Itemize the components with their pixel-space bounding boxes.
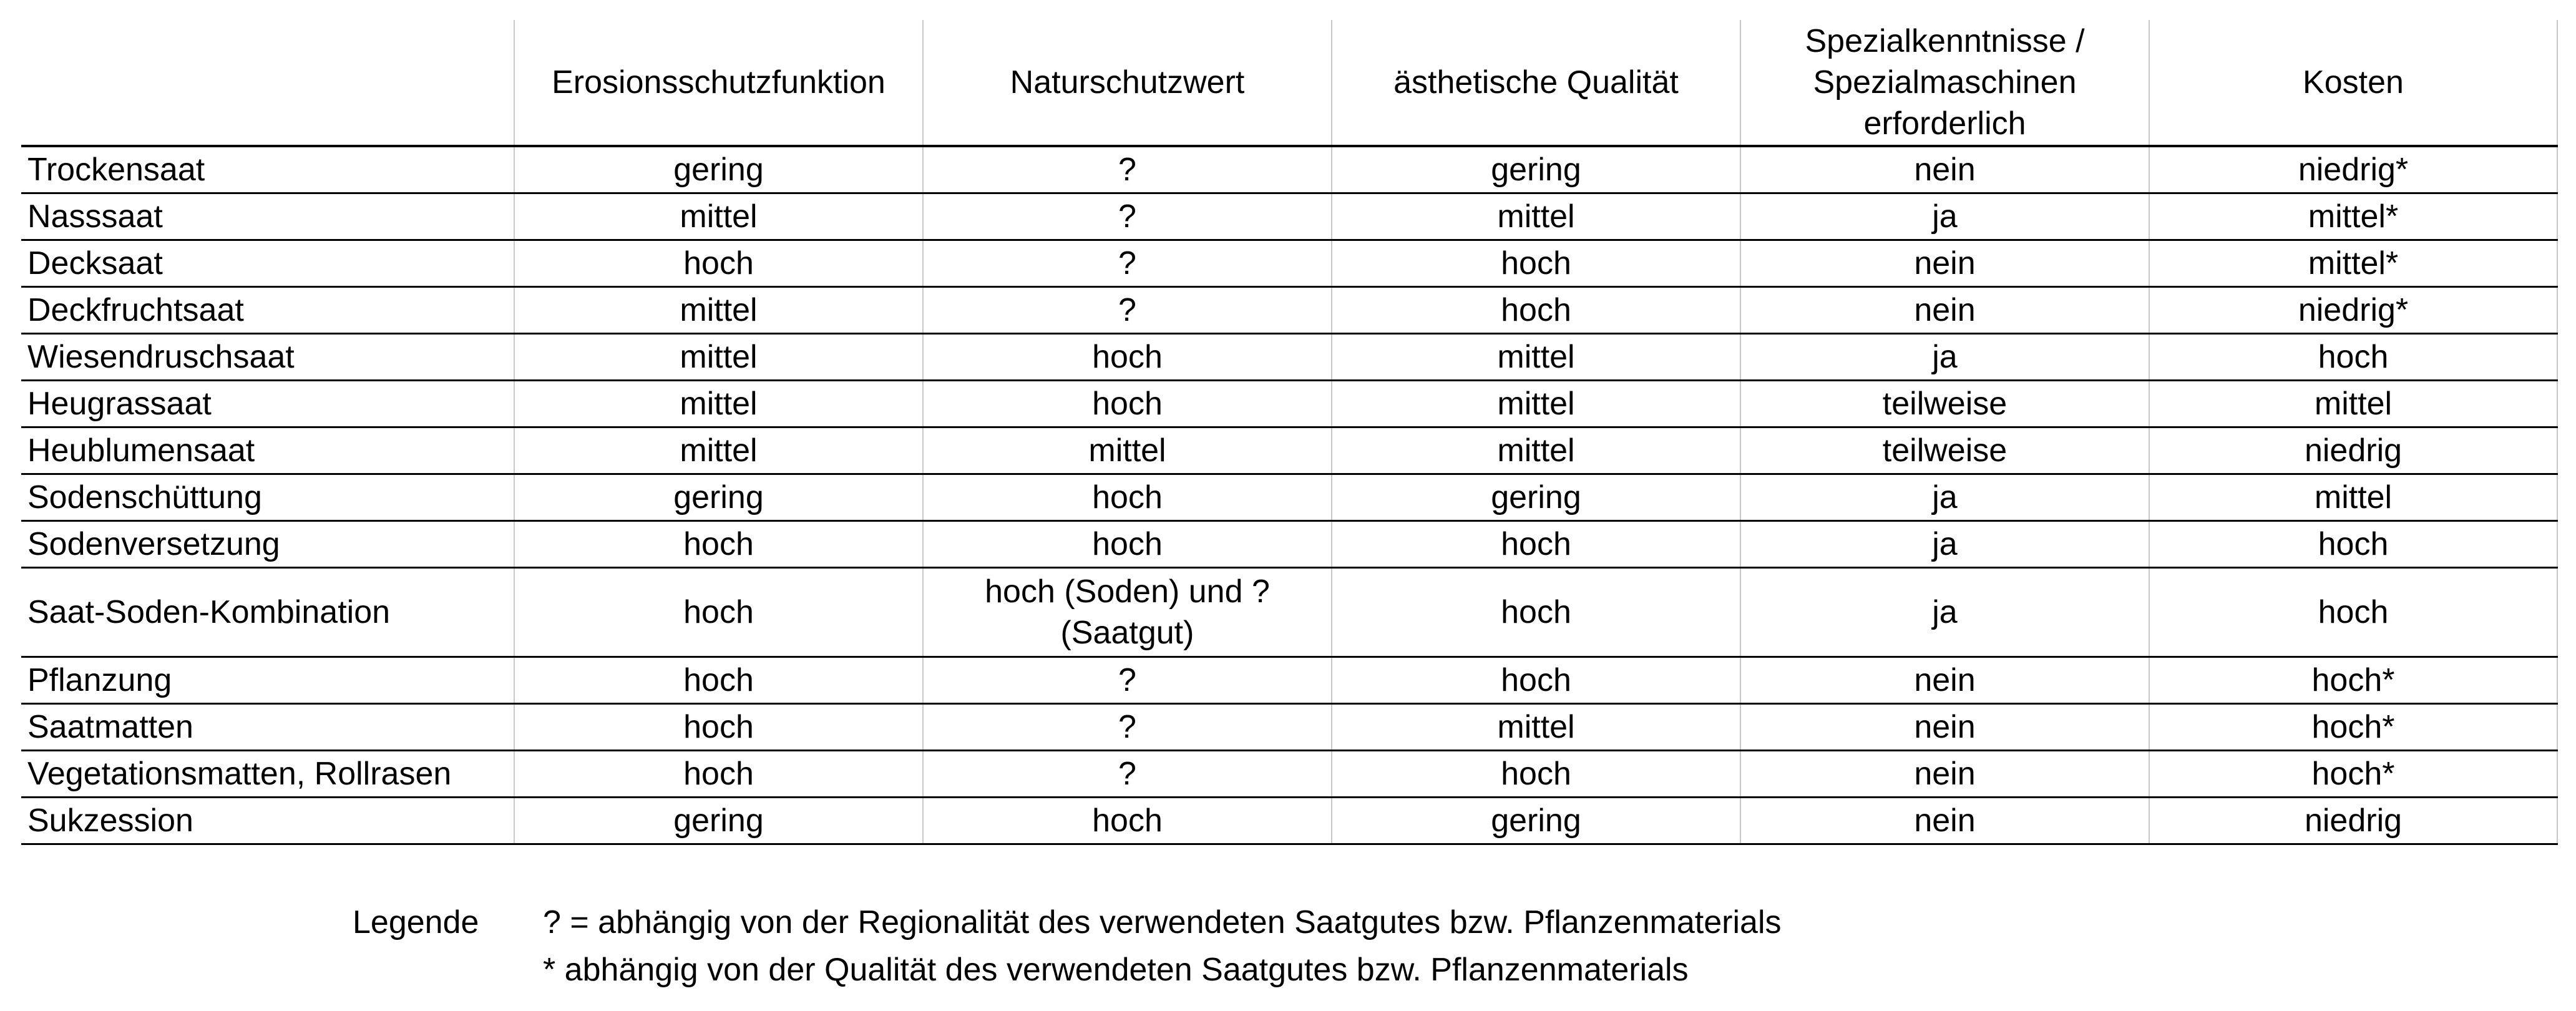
costs-cell: mittel — [2149, 474, 2557, 521]
row-label: Saat-Soden-Kombination — [21, 568, 514, 657]
header-empty-cell — [21, 20, 514, 146]
aesthetic-quality-cell: mittel — [1332, 427, 1740, 474]
aesthetic-quality-cell: mittel — [1332, 334, 1740, 381]
row-label: Deckfruchtsaat — [21, 287, 514, 334]
costs-cell: niedrig — [2149, 798, 2557, 844]
special-knowledge-cell: nein — [1740, 146, 2149, 193]
special-knowledge-cell: nein — [1740, 798, 2149, 844]
table-row — [21, 521, 2557, 568]
table-row — [21, 657, 2557, 704]
special-knowledge-cell: ja — [1740, 334, 2149, 381]
costs-cell: hoch* — [2149, 704, 2557, 751]
legend-items — [543, 899, 1782, 994]
nature-conservation-cell: hoch — [923, 798, 1332, 844]
costs-cell: niedrig* — [2149, 146, 2557, 193]
special-knowledge-cell: nein — [1740, 287, 2149, 334]
aesthetic-quality-cell: mittel — [1332, 193, 1740, 240]
table-row — [21, 146, 2557, 193]
row-label: Vegetationsmatten, Rollrasen — [21, 751, 514, 798]
legend-item-question-mark: ? = abhängig von der Regionalität des verwendeten Saatgutes bzw. Pflanzenmaterials — [543, 904, 1782, 940]
nature-conservation-cell: hoch — [923, 474, 1332, 521]
costs-cell: hoch* — [2149, 657, 2557, 704]
header-special-knowledge-label: Spezialkenntnisse / Spezialmaschinen erforderlich — [1805, 23, 2085, 142]
costs-cell: hoch — [2149, 521, 2557, 568]
comparison-table-container — [21, 20, 2557, 845]
table-row — [21, 240, 2557, 287]
row-label: Sodenschüttung — [21, 474, 514, 521]
nature-conservation-cell-text: hoch (Soden) und ? (Saatgut) — [985, 574, 1270, 651]
erosion-protection-cell: gering — [514, 798, 923, 844]
nature-conservation-cell: hoch — [923, 521, 1332, 568]
costs-cell: niedrig* — [2149, 287, 2557, 334]
erosion-protection-cell: hoch — [514, 657, 923, 704]
row-label: Nasssaat — [21, 193, 514, 240]
erosion-protection-cell: hoch — [514, 704, 923, 751]
table-row — [21, 381, 2557, 427]
special-knowledge-cell: ja — [1740, 474, 2149, 521]
erosion-protection-cell: hoch — [514, 240, 923, 287]
legend-title: Legende — [353, 904, 479, 940]
costs-cell: hoch* — [2149, 751, 2557, 798]
costs-cell: mittel* — [2149, 193, 2557, 240]
table-row — [21, 751, 2557, 798]
row-label: Saatmatten — [21, 704, 514, 751]
comparison-table — [21, 20, 2558, 845]
table-row — [21, 704, 2557, 751]
aesthetic-quality-cell: hoch — [1332, 751, 1740, 798]
header-erosion-protection: Erosionsschutzfunktion — [514, 20, 923, 146]
table-row — [21, 334, 2557, 381]
erosion-protection-cell: mittel — [514, 334, 923, 381]
aesthetic-quality-cell: hoch — [1332, 568, 1740, 657]
aesthetic-quality-cell: mittel — [1332, 381, 1740, 427]
erosion-protection-cell: mittel — [514, 381, 923, 427]
nature-conservation-cell: ? — [923, 657, 1332, 704]
header-costs: Kosten — [2149, 20, 2557, 146]
table-row — [21, 474, 2557, 521]
aesthetic-quality-cell: mittel — [1332, 704, 1740, 751]
costs-cell: hoch — [2149, 568, 2557, 657]
row-label: Decksaat — [21, 240, 514, 287]
nature-conservation-cell — [923, 568, 1332, 657]
table-body — [21, 146, 2557, 844]
aesthetic-quality-cell: gering — [1332, 798, 1740, 844]
row-label: Wiesendruschsaat — [21, 334, 514, 381]
erosion-protection-cell: gering — [514, 146, 923, 193]
costs-cell: mittel* — [2149, 240, 2557, 287]
erosion-protection-cell: mittel — [514, 427, 923, 474]
table-row — [21, 798, 2557, 844]
nature-conservation-cell: ? — [923, 751, 1332, 798]
costs-cell: niedrig — [2149, 427, 2557, 474]
special-knowledge-cell: nein — [1740, 751, 2149, 798]
special-knowledge-cell: ja — [1740, 568, 2149, 657]
nature-conservation-cell: ? — [923, 193, 1332, 240]
legend-item-asterisk: * abhängig von der Qualität des verwendeten Saatgutes bzw. Pflanzenmaterials — [543, 952, 1689, 988]
row-label: Heublumensaat — [21, 427, 514, 474]
row-label: Heugrassaat — [21, 381, 514, 427]
row-label: Trockensaat — [21, 146, 514, 193]
nature-conservation-cell: ? — [923, 287, 1332, 334]
erosion-protection-cell: hoch — [514, 568, 923, 657]
header-special-knowledge — [1740, 20, 2149, 146]
header-aesthetic-quality: ästhetische Qualität — [1332, 20, 1740, 146]
nature-conservation-cell: hoch — [923, 334, 1332, 381]
aesthetic-quality-cell: gering — [1332, 474, 1740, 521]
aesthetic-quality-cell: hoch — [1332, 657, 1740, 704]
special-knowledge-cell: ja — [1740, 193, 2149, 240]
aesthetic-quality-cell: hoch — [1332, 287, 1740, 334]
nature-conservation-cell: ? — [923, 146, 1332, 193]
row-label: Pflanzung — [21, 657, 514, 704]
special-knowledge-cell: nein — [1740, 657, 2149, 704]
row-label: Sukzession — [21, 798, 514, 844]
nature-conservation-cell: ? — [923, 704, 1332, 751]
special-knowledge-cell: teilweise — [1740, 427, 2149, 474]
aesthetic-quality-cell: gering — [1332, 146, 1740, 193]
erosion-protection-cell: mittel — [514, 287, 923, 334]
special-knowledge-cell: ja — [1740, 521, 2149, 568]
costs-cell: hoch — [2149, 334, 2557, 381]
nature-conservation-cell: mittel — [923, 427, 1332, 474]
row-label: Sodenversetzung — [21, 521, 514, 568]
aesthetic-quality-cell: hoch — [1332, 521, 1740, 568]
table-header-row — [21, 20, 2557, 146]
table-row — [21, 193, 2557, 240]
costs-cell: mittel — [2149, 381, 2557, 427]
aesthetic-quality-cell: hoch — [1332, 240, 1740, 287]
special-knowledge-cell: nein — [1740, 240, 2149, 287]
nature-conservation-cell: hoch — [923, 381, 1332, 427]
nature-conservation-cell: ? — [923, 240, 1332, 287]
table-row — [21, 427, 2557, 474]
special-knowledge-cell: nein — [1740, 704, 2149, 751]
erosion-protection-cell: gering — [514, 474, 923, 521]
erosion-protection-cell: hoch — [514, 521, 923, 568]
erosion-protection-cell: mittel — [514, 193, 923, 240]
table-row — [21, 568, 2557, 657]
special-knowledge-cell: teilweise — [1740, 381, 2149, 427]
header-nature-conservation: Naturschutzwert — [923, 20, 1332, 146]
erosion-protection-cell: hoch — [514, 751, 923, 798]
table-row — [21, 287, 2557, 334]
